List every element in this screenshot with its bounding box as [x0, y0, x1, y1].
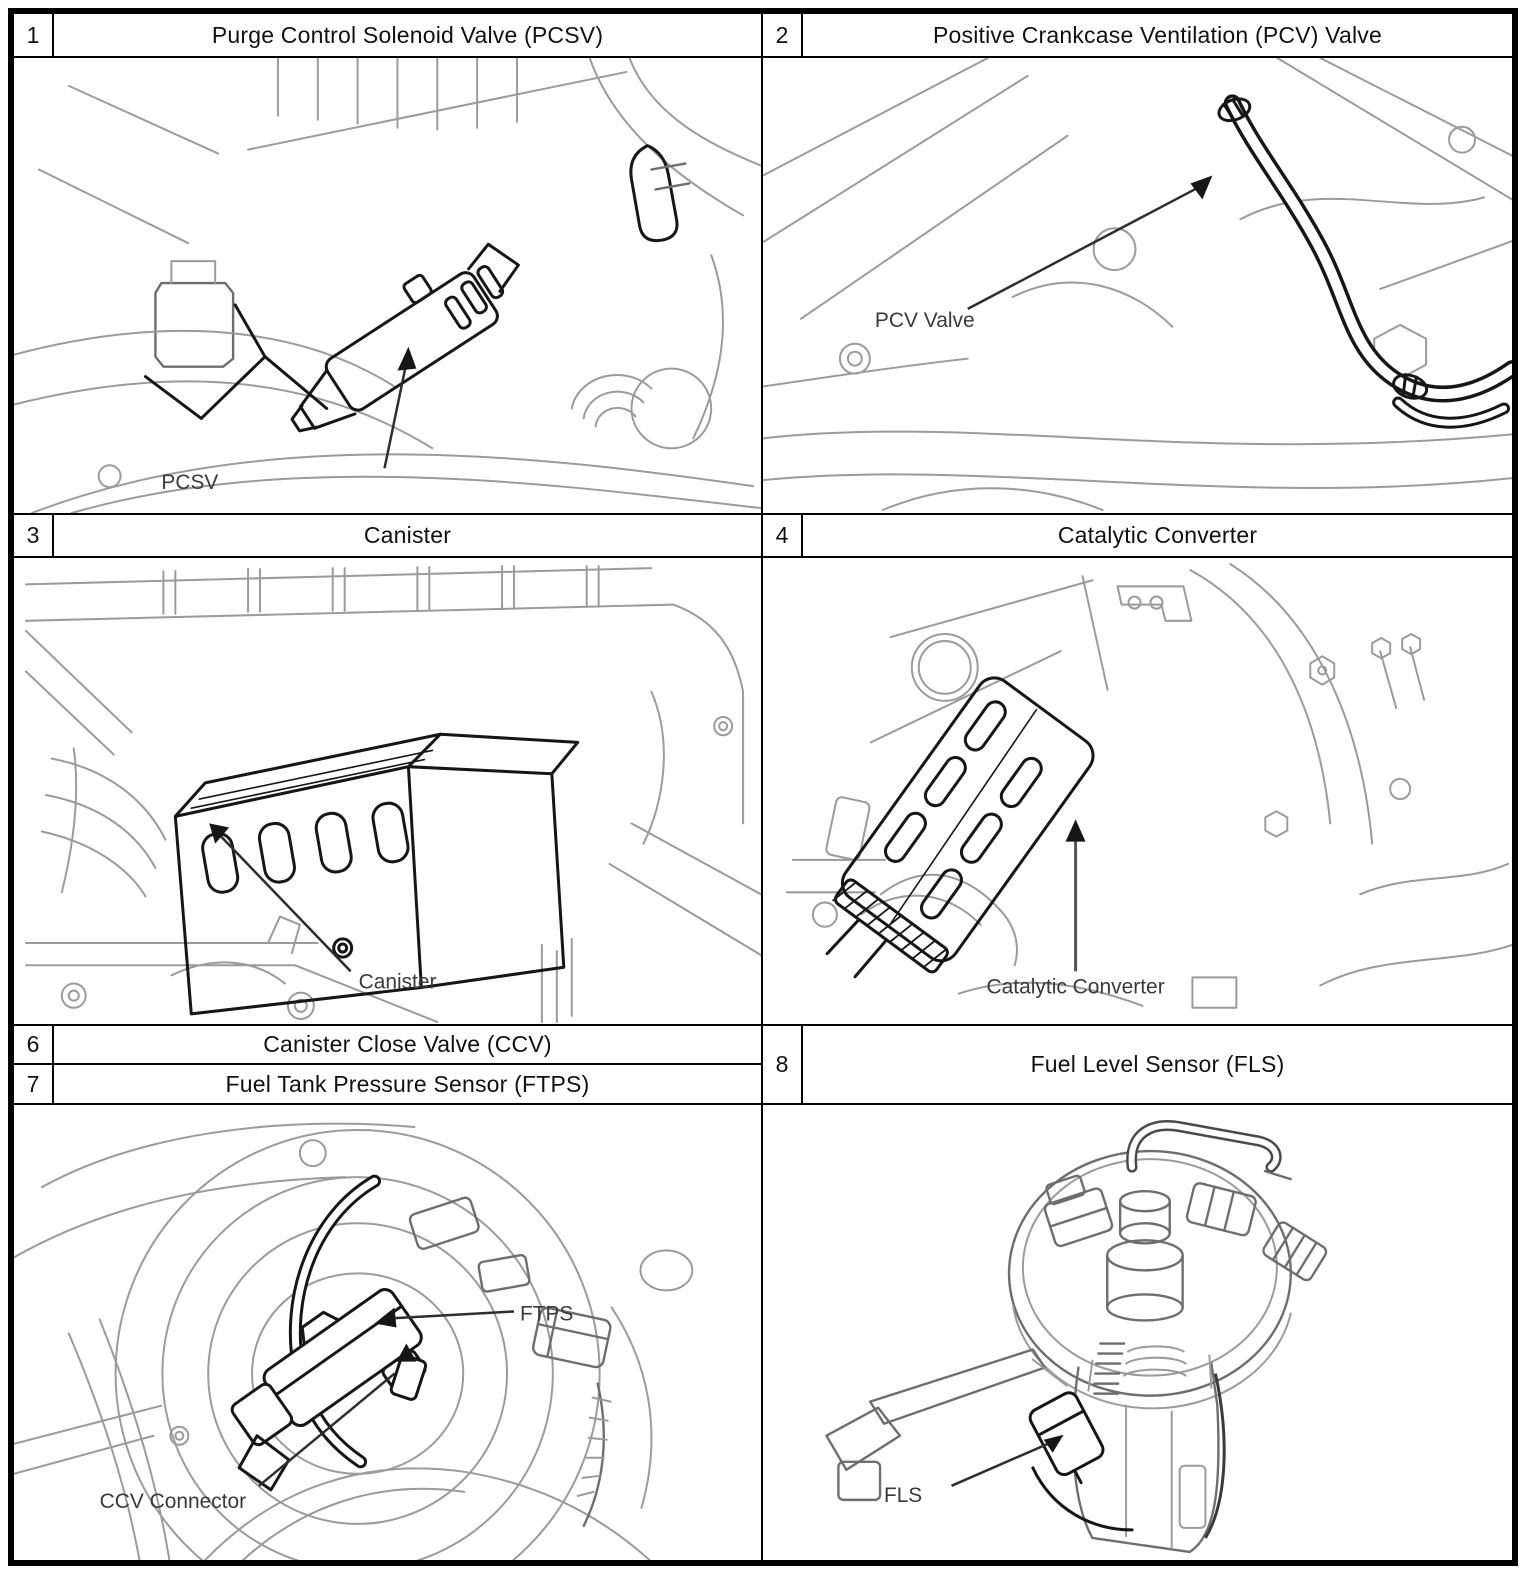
pcv-engine-drawing [763, 58, 1512, 513]
pcsv-leader-line [385, 363, 407, 469]
header-title-pcsv: Purge Control Solenoid Valve (PCSV) [54, 14, 763, 58]
header-title-ccv: Canister Close Valve (CCV) [54, 1026, 763, 1065]
fuel-pump-module-drawing [763, 1105, 1512, 1560]
catalytic-converter-drawing [800, 671, 1100, 1018]
cell-number-1: 1 [14, 14, 54, 58]
pcsv-label: PCSV [161, 471, 219, 495]
figure-canister [14, 558, 763, 1026]
canister-leader-line [218, 834, 350, 972]
catalytic-converter-label: Catalytic Converter [986, 975, 1165, 999]
pcsv-engine-drawing [14, 58, 761, 513]
cell-number-6: 6 [14, 1026, 54, 1065]
pcv-arrowhead-icon [1190, 175, 1212, 199]
hose-fitting-drawing [631, 146, 677, 241]
pcsv-valve-drawing [264, 227, 538, 445]
cell-number-8: 8 [763, 1026, 803, 1105]
header-title-pcv-valve: Positive Crankcase Ventilation (PCV) Valve [803, 14, 1512, 58]
figure-pcv-valve [763, 58, 1512, 515]
float-arm-bracket-drawing [826, 1350, 1044, 1500]
cell-number-4: 4 [763, 515, 803, 558]
pcv-leader-line [968, 187, 1199, 308]
header-title-catalytic-converter: Catalytic Converter [803, 515, 1512, 558]
cell-number-3: 3 [14, 515, 54, 558]
catalytic-converter-drawing-area [763, 558, 1512, 1024]
figure-fls [763, 1105, 1512, 1560]
fuel-tank-top-drawing [14, 1105, 761, 1560]
cell-number-7: 7 [14, 1065, 54, 1105]
canister-label: Canister [358, 970, 437, 994]
fls-sensor-drawing [1027, 1390, 1113, 1491]
pump-cylinder-drawing [1107, 1191, 1182, 1320]
ccv-connector-label: CCV Connector [99, 1489, 247, 1513]
cell-number-2: 2 [763, 14, 803, 58]
ftps-label: FTPS [519, 1302, 574, 1326]
fls-label: FLS [884, 1483, 923, 1507]
figure-ccv-ftps [14, 1105, 763, 1560]
figure-pcsv [14, 58, 763, 515]
frame-brace-lines [145, 305, 326, 419]
component-location-table [8, 8, 1518, 1566]
header-title-fls: Fuel Level Sensor (FLS) [803, 1026, 1512, 1105]
header-title-canister: Canister [54, 515, 763, 558]
bolt-icon [155, 283, 233, 367]
flange-connector-drawing [1038, 1170, 1114, 1248]
catalytic-arrowhead-icon [1066, 819, 1086, 841]
body-edge-drawing [1033, 1468, 1132, 1530]
flange-connector-drawing [1261, 1220, 1328, 1282]
pcsv-arrowhead-icon [397, 347, 416, 371]
header-title-ftps: Fuel Tank Pressure Sensor (FTPS) [54, 1065, 763, 1105]
flange-connector-drawing [1186, 1182, 1257, 1236]
figure-catalytic-converter [763, 558, 1512, 1026]
canister-underbody-drawing [14, 558, 761, 1024]
pcv-valve-label: PCV Valve [874, 308, 975, 332]
